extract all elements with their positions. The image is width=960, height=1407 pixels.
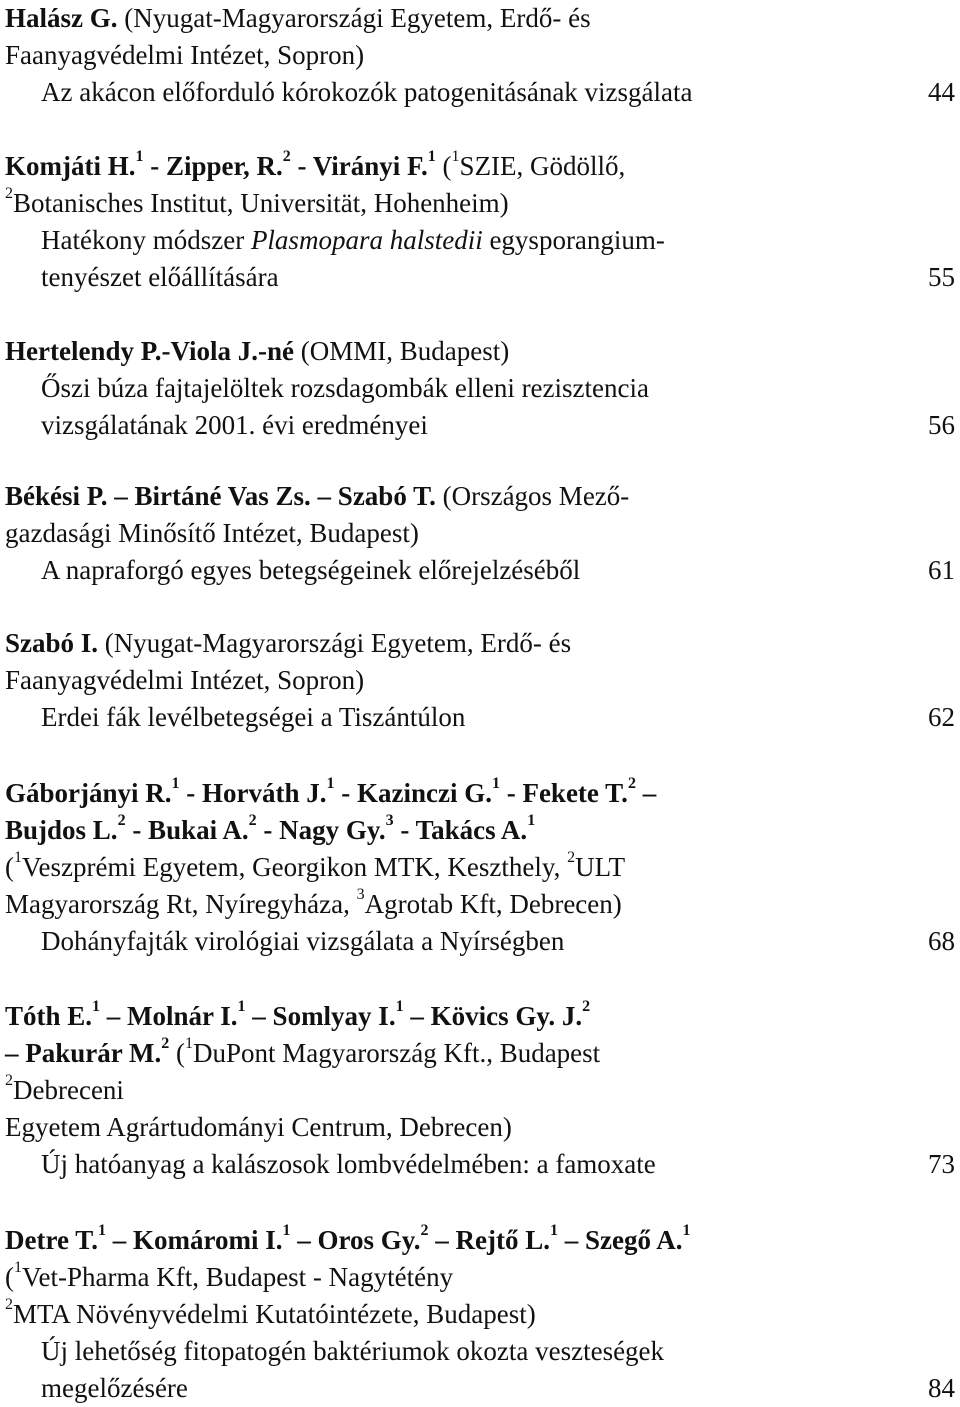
- entry-affiliation: Egyetem Agrártudományi Centrum, Debrecen): [5, 1112, 512, 1142]
- entry-title-line: [5, 1146, 955, 1183]
- entry-title-line: [5, 699, 955, 736]
- entry-authors: Gáborjányi R.$^1$ - Horváth J.$^1$ - Kazinczi G.$^1$ - Fekete T.$^2$ –: [5, 775, 657, 808]
- entry-authors: Szabó I. (Nyugat-Magyarországi Egyetem, Erdő- és: [5, 628, 572, 658]
- entry-page-number: 62: [928, 702, 955, 732]
- toc-entry: [5, 333, 955, 444]
- entry-title-line: [5, 552, 955, 589]
- toc-entry: [5, 0, 955, 111]
- entry-authors: Tóth E.$^1$ – Molnár I.$^1$ – Somlyay I.$^1$ – Kövics Gy. J.$^2$: [5, 998, 591, 1031]
- entry-affiliation: $^2$Botanisches Institut, Universität, Hohenheim): [5, 185, 509, 218]
- entry-title: tenyészet előállítására: [41, 262, 279, 292]
- entry-page-number: 73: [928, 1149, 955, 1179]
- entry-affiliation: $^2$MTA Növényvédelmi Kutatóintézete, Budapest): [5, 1296, 536, 1329]
- entry-affiliation: Magyarország Rt, Nyíregyháza, $^3$Agrotab Kft, Debrecen): [5, 886, 622, 919]
- entry-affiliation: ($^1$Veszprémi Egyetem, Georgikon MTK, Keszthely, $^2$ULT: [5, 849, 626, 882]
- entry-affiliation: gazdasági Minősítő Intézet, Budapest): [5, 518, 419, 548]
- entry-affiliation: ($^1$Vet-Pharma Kft, Budapest - Nagytétény: [5, 1259, 454, 1292]
- toc-entry: [5, 775, 955, 960]
- entry-title-line: [5, 407, 955, 444]
- entry-title-line: [5, 259, 955, 296]
- entry-title: megelőzésére: [41, 1373, 188, 1403]
- entry-authors: Békési P. – Birtáné Vas Zs. – Szabó T. (Országos Mező-: [5, 481, 630, 511]
- entry-title: Dohányfajták virológiai vizsgálata a Nyírségben: [41, 926, 565, 956]
- entry-title-line: [5, 923, 955, 960]
- entry-page-number: 68: [928, 926, 955, 956]
- entry-page-number: 84: [928, 1373, 955, 1403]
- entry-affiliation: Faanyagvédelmi Intézet, Sopron): [5, 40, 365, 70]
- entry-page-number: 44: [928, 77, 955, 107]
- entry-title-line: [5, 222, 955, 259]
- toc-entry: [5, 1222, 955, 1407]
- toc-entry: [5, 998, 955, 1183]
- entry-title: Új lehetőség fitopatogén baktériumok okozta veszteségek: [41, 1336, 665, 1366]
- entry-affiliation: $^2$Debreceni: [5, 1072, 124, 1105]
- toc-entry: [5, 148, 955, 296]
- entry-title-line: [5, 370, 955, 407]
- entry-authors: Detre T.$^1$ – Komáromi I.$^1$ – Oros Gy.$^2$ – Rejtő L.$^1$ – Szegő A.$^1$: [5, 1222, 691, 1255]
- entry-page-number: 56: [928, 410, 955, 440]
- entry-title: vizsgálatának 2001. évi eredményei: [41, 410, 428, 440]
- entry-authors: Komjáti H.$^1$ - Zipper, R.$^2$ - Virányi F.$^1$ ($^1$SZIE, Gödöllő,: [5, 148, 626, 181]
- entry-title-line: [5, 1333, 955, 1370]
- toc-entry: [5, 625, 955, 736]
- entry-title: A napraforgó egyes betegségeinek előrejelzéséből: [41, 555, 581, 585]
- entry-title: Az akácon előforduló kórokozók patogenitásának vizsgálata: [41, 77, 693, 107]
- entry-page-number: 61: [928, 555, 955, 585]
- entry-affiliation: – Pakurár M.$^2$ ($^1$DuPont Magyarország Kft., Budapest: [5, 1035, 601, 1068]
- entry-title-line: [5, 74, 955, 111]
- entry-title: Erdei fák levélbetegségei a Tiszántúlon: [41, 702, 466, 732]
- toc-entry: [5, 478, 955, 589]
- entry-affiliation: Faanyagvédelmi Intézet, Sopron): [5, 665, 365, 695]
- entry-affiliation: Bujdos L.$^2$ - Bukai A.$^2$ - Nagy Gy.$^3$ - Takács A.$^1$: [5, 812, 536, 845]
- entry-page-number: 55: [928, 262, 955, 292]
- entry-title-line: [5, 1370, 955, 1407]
- entry-authors: Hertelendy P.-Viola J.-né (OMMI, Budapest): [5, 336, 510, 366]
- entry-authors: Halász G. (Nyugat-Magyarországi Egyetem, Erdő- és: [5, 3, 591, 33]
- entry-title: Új hatóanyag a kalászosok lombvédelmében: a famoxate: [41, 1149, 656, 1179]
- entry-title: Hatékony módszer Plasmopara halstedii egysporangium-: [41, 225, 665, 255]
- entry-title: Őszi búza fajtajelöltek rozsdagombák elleni rezisztencia: [41, 373, 649, 403]
